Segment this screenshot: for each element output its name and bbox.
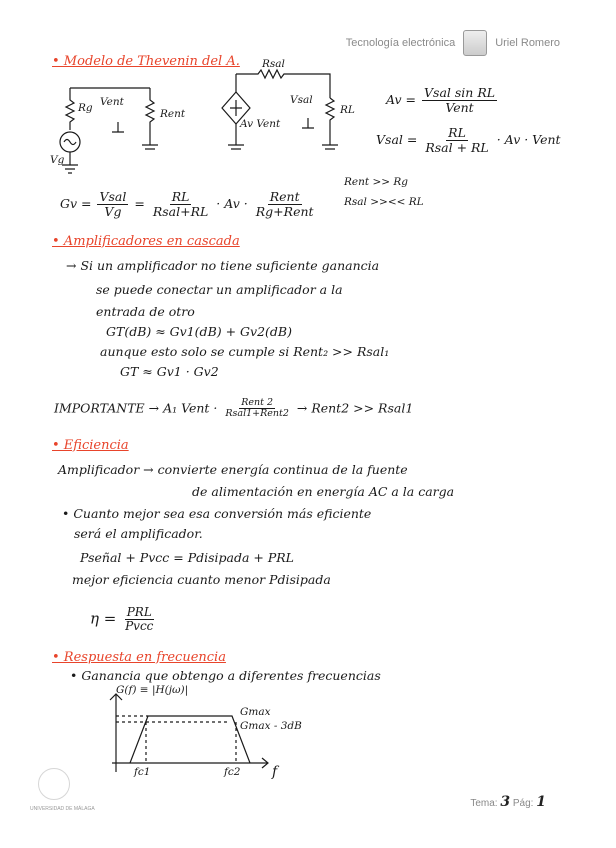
label-av-vent: Av Vent	[240, 118, 281, 130]
label-vsal: Vsal	[290, 94, 313, 106]
av-num: Vsal sin RL	[424, 85, 496, 100]
axis-y-label: G(f) ≡ |H(jω)|	[116, 684, 189, 696]
cascada-line-5: aunque esto solo se cumple si Rent₂ >> Rsal₁	[100, 344, 390, 359]
author-name: Uriel Romero	[495, 37, 560, 49]
cascada-line-4: GT(dB) ≈ Gv1(dB) + Gv2(dB)	[106, 324, 292, 339]
pag-number: 1	[536, 794, 546, 810]
condition-rsal-rl: Rsal >><< RL	[344, 196, 424, 208]
eta-lhs: η =	[90, 609, 117, 628]
label-gmax: Gmax	[240, 706, 271, 718]
gv-f1-den: Vg	[104, 203, 122, 219]
eficiencia-line-5: Pseñal + Pvcc = Pdisipada + PRL	[80, 550, 294, 565]
label-f: f	[272, 764, 278, 780]
page-footer	[470, 794, 546, 810]
formula-vsal	[376, 126, 561, 155]
eficiencia-line-2: de alimentación en energía AC a la carga	[192, 484, 455, 499]
cascada-line-2: se puede conectar un amplificador a la	[96, 282, 343, 297]
section-title-eficiencia: • Eficiencia	[52, 438, 129, 453]
vsal-lhs: Vsal =	[376, 131, 418, 147]
label-gmax-3db: Gmax - 3dB	[240, 720, 302, 732]
course-name: Tecnología electrónica	[345, 37, 456, 49]
vsal-num: RL	[448, 125, 466, 140]
important-num: Rent 2	[241, 397, 274, 408]
pag-label: Pág:	[512, 798, 534, 809]
tema-number: 3	[500, 794, 511, 810]
eta-num: PRL	[126, 605, 152, 619]
av-den: Vent	[445, 99, 474, 115]
label-fc1: fc1	[134, 766, 151, 778]
av-lhs: Av =	[386, 91, 417, 107]
eficiencia-line-6: mejor eficiencia cuanto menor Pdisipada	[72, 572, 331, 587]
vsal-den: Rsal + RL	[425, 139, 489, 155]
label-rg: Rg	[78, 102, 93, 114]
formula-av	[386, 86, 499, 115]
gv-f1-num: Vsal	[99, 189, 127, 204]
section-title-frecuencia: • Respuesta en frecuencia	[52, 650, 226, 665]
label-fc2: fc2	[224, 766, 241, 778]
label-vent: Vent	[100, 96, 124, 108]
important-den: Rsal1+Rent2	[225, 408, 289, 420]
cascada-line-3: entrada de otro	[96, 304, 195, 319]
label-rl: RL	[340, 104, 355, 116]
cascada-line-6: GT ≈ Gv1 · Gv2	[120, 364, 219, 379]
eficiencia-line-3: • Cuanto mejor sea esa conversión más eficiente	[62, 506, 372, 521]
gv-f3-num: Rent	[269, 189, 300, 204]
important-note	[54, 398, 413, 420]
formula-gv	[60, 190, 318, 219]
condition-rent-rg: Rent >> Rg	[344, 176, 408, 188]
label-rsal: Rsal	[262, 58, 285, 70]
important-rhs: → Rent2 >> Rsal1	[296, 400, 414, 416]
gv-f2-num: RL	[171, 189, 190, 204]
label-vg: Vg	[50, 154, 65, 166]
gv-f2-den: Rsal+RL	[152, 203, 209, 219]
eficiencia-line-1: Amplificador → convierte energía continua de la fuente	[58, 462, 408, 477]
formula-eta	[90, 606, 157, 633]
university-name: UNIVERSIDAD DE MÁLAGA	[30, 806, 95, 812]
gv-mid: · Av ·	[216, 195, 248, 211]
section-title-cascada: • Amplificadores en cascada	[52, 234, 240, 249]
important-lhs: IMPORTANTE → A₁ Vent ·	[54, 400, 218, 416]
gv-eq: =	[134, 195, 145, 211]
gv-f3-den: Rg+Rent	[255, 203, 314, 219]
cascada-line-1: → Si un amplificador no tiene suficiente ganancia	[66, 258, 380, 273]
eta-den: Pvcc	[125, 619, 154, 634]
frecuencia-line-1: • Ganancia que obtengo a diferentes frecuencias	[70, 668, 381, 683]
vsal-tail: · Av · Vent	[496, 131, 561, 147]
university-logo-icon	[38, 768, 70, 800]
tema-label: Tema:	[470, 798, 498, 809]
eficiencia-line-4: será el amplificador.	[74, 526, 203, 541]
label-rent: Rent	[160, 108, 186, 120]
gv-lhs: Gv =	[60, 195, 92, 211]
section-title-thevenin: • Modelo de Thevenin del A.	[52, 54, 240, 69]
